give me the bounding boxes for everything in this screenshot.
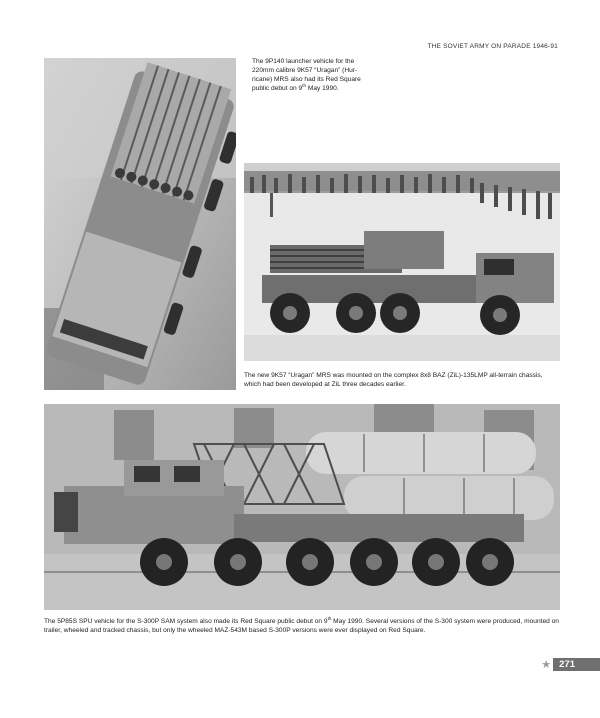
uragan-mrs-side-photo [244, 163, 560, 361]
caption-text-end: May 1990. Several versions of the S-300 system were produced, mounted on trailer, wheeled and tracked chassis, but only the wheeled MAZ-543M based S-300P versions were ever displayed on Red Square. [44, 618, 559, 634]
s300p-spu-photo [44, 404, 560, 610]
caption-text: The 9P140 launcher vehicle for the 220mm calibre 9K57 “Uragan” (Hur-ricane) MRS also had its Red Square public debut on 9 [252, 58, 361, 92]
caption-text: The new 9K57 “Uragan” MRS was mounted on the complex 8x8 BAZ (ZiL)-135LMP all-terrain chassis, which had been developed at ZiL three decades earlier. [244, 372, 543, 388]
page-number: 271 [553, 658, 600, 671]
caption-uragan-launcher [252, 57, 370, 93]
caption-text-end: May 1990. [306, 85, 339, 92]
caption-superscript: th [302, 82, 306, 88]
caption-superscript: th [327, 615, 332, 621]
star-icon: ★ [541, 659, 552, 671]
uragan-overhead-photo [44, 58, 236, 390]
caption-text: The 5P85S SPU vehicle for the S-300P SAM system also made its Red Square public debut on 9 [44, 618, 328, 625]
caption-s300p-spu [44, 617, 560, 635]
caption-uragan-chassis [244, 371, 560, 389]
running-head: THE SOVIET ARMY ON PARADE 1946-91 [427, 43, 558, 50]
page-number-tab [541, 658, 600, 671]
